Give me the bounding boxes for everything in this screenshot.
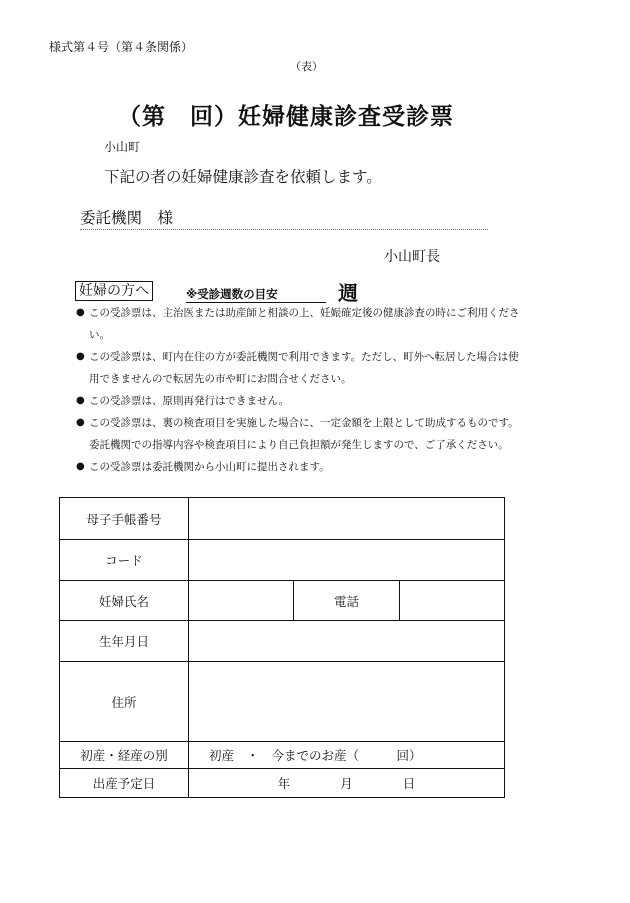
due-date-label: 出産予定日 [60,769,189,798]
note-text: この受診票は委託機関から小山町に提出されます。 [89,461,330,473]
table-row [60,742,505,769]
parity-field[interactable]: 初産 ・ 今までのお産（ 回） [189,742,505,769]
request-text: 下記の者の妊婦健康診査を依頼します。 [104,168,382,186]
pregnant-women-label: 妊婦の方へ [75,281,153,301]
list-item [76,390,521,412]
parity-label: 初産・経産の別 [60,742,189,769]
note-text: この受診票は、町内在住の方が委託機関で利用できます。ただし、町外へ転居した場合は使用できませんので転居先の市や町にお問合せください。 [89,351,519,385]
phone-field[interactable] [399,581,504,621]
bullet-icon: ● [76,461,85,472]
list-item [76,302,521,346]
handbook-number-field[interactable] [189,498,505,540]
table-row [60,540,505,581]
list-item [76,456,521,478]
table-row [60,498,505,540]
code-field[interactable] [189,540,505,581]
birthdate-label: 生年月日 [60,621,189,662]
mayor-signature: 小山町長 [384,249,440,265]
weeks-guide-label: ※受診週数の目安 [186,286,326,303]
birthdate-field[interactable] [189,621,505,662]
table-row [60,662,505,742]
code-label: コード [60,540,189,581]
bullet-icon: ● [76,417,85,428]
list-item [76,412,521,456]
list-item [76,346,521,390]
table-row [60,769,505,798]
notes-list [76,302,521,478]
weeks-unit: 週 [338,281,358,305]
bullet-icon: ● [76,351,85,362]
handbook-number-label: 母子手帳番号 [60,498,189,540]
form-number: 様式第４号（第４条関係） [49,40,194,54]
page-title: （第 回）妊婦健康診査受診票 [118,104,454,130]
bullet-icon: ● [76,395,85,406]
note-text: この受診票は、裏の検査項目を実施した場合に、一定金額を上限として助成するものです。委託機関での指導内容や検査項目により自己負担額が発生しますので、ご了承ください。 [89,417,519,451]
bullet-icon: ● [76,307,85,318]
table-row [60,621,505,662]
due-date-field[interactable]: 年 月 日 [189,769,505,798]
note-text: この受診票は、原則再発行はできません。 [89,395,290,407]
patient-info-table [59,497,505,798]
note-text: この受診票は、主治医または助産師と相談の上、妊娠確定後の健康診査の時にご利用ください。 [89,307,520,341]
front-side-mark: （表） [290,60,323,73]
address-label: 住所 [60,662,189,742]
name-label: 妊婦氏名 [60,581,189,621]
address-field[interactable] [189,662,505,742]
phone-label: 電話 [294,581,399,621]
table-row [60,581,505,621]
name-field[interactable] [189,581,294,621]
issuer-town: 小山町 [104,140,141,154]
institution-line[interactable]: 委託機関 様 [80,206,488,230]
